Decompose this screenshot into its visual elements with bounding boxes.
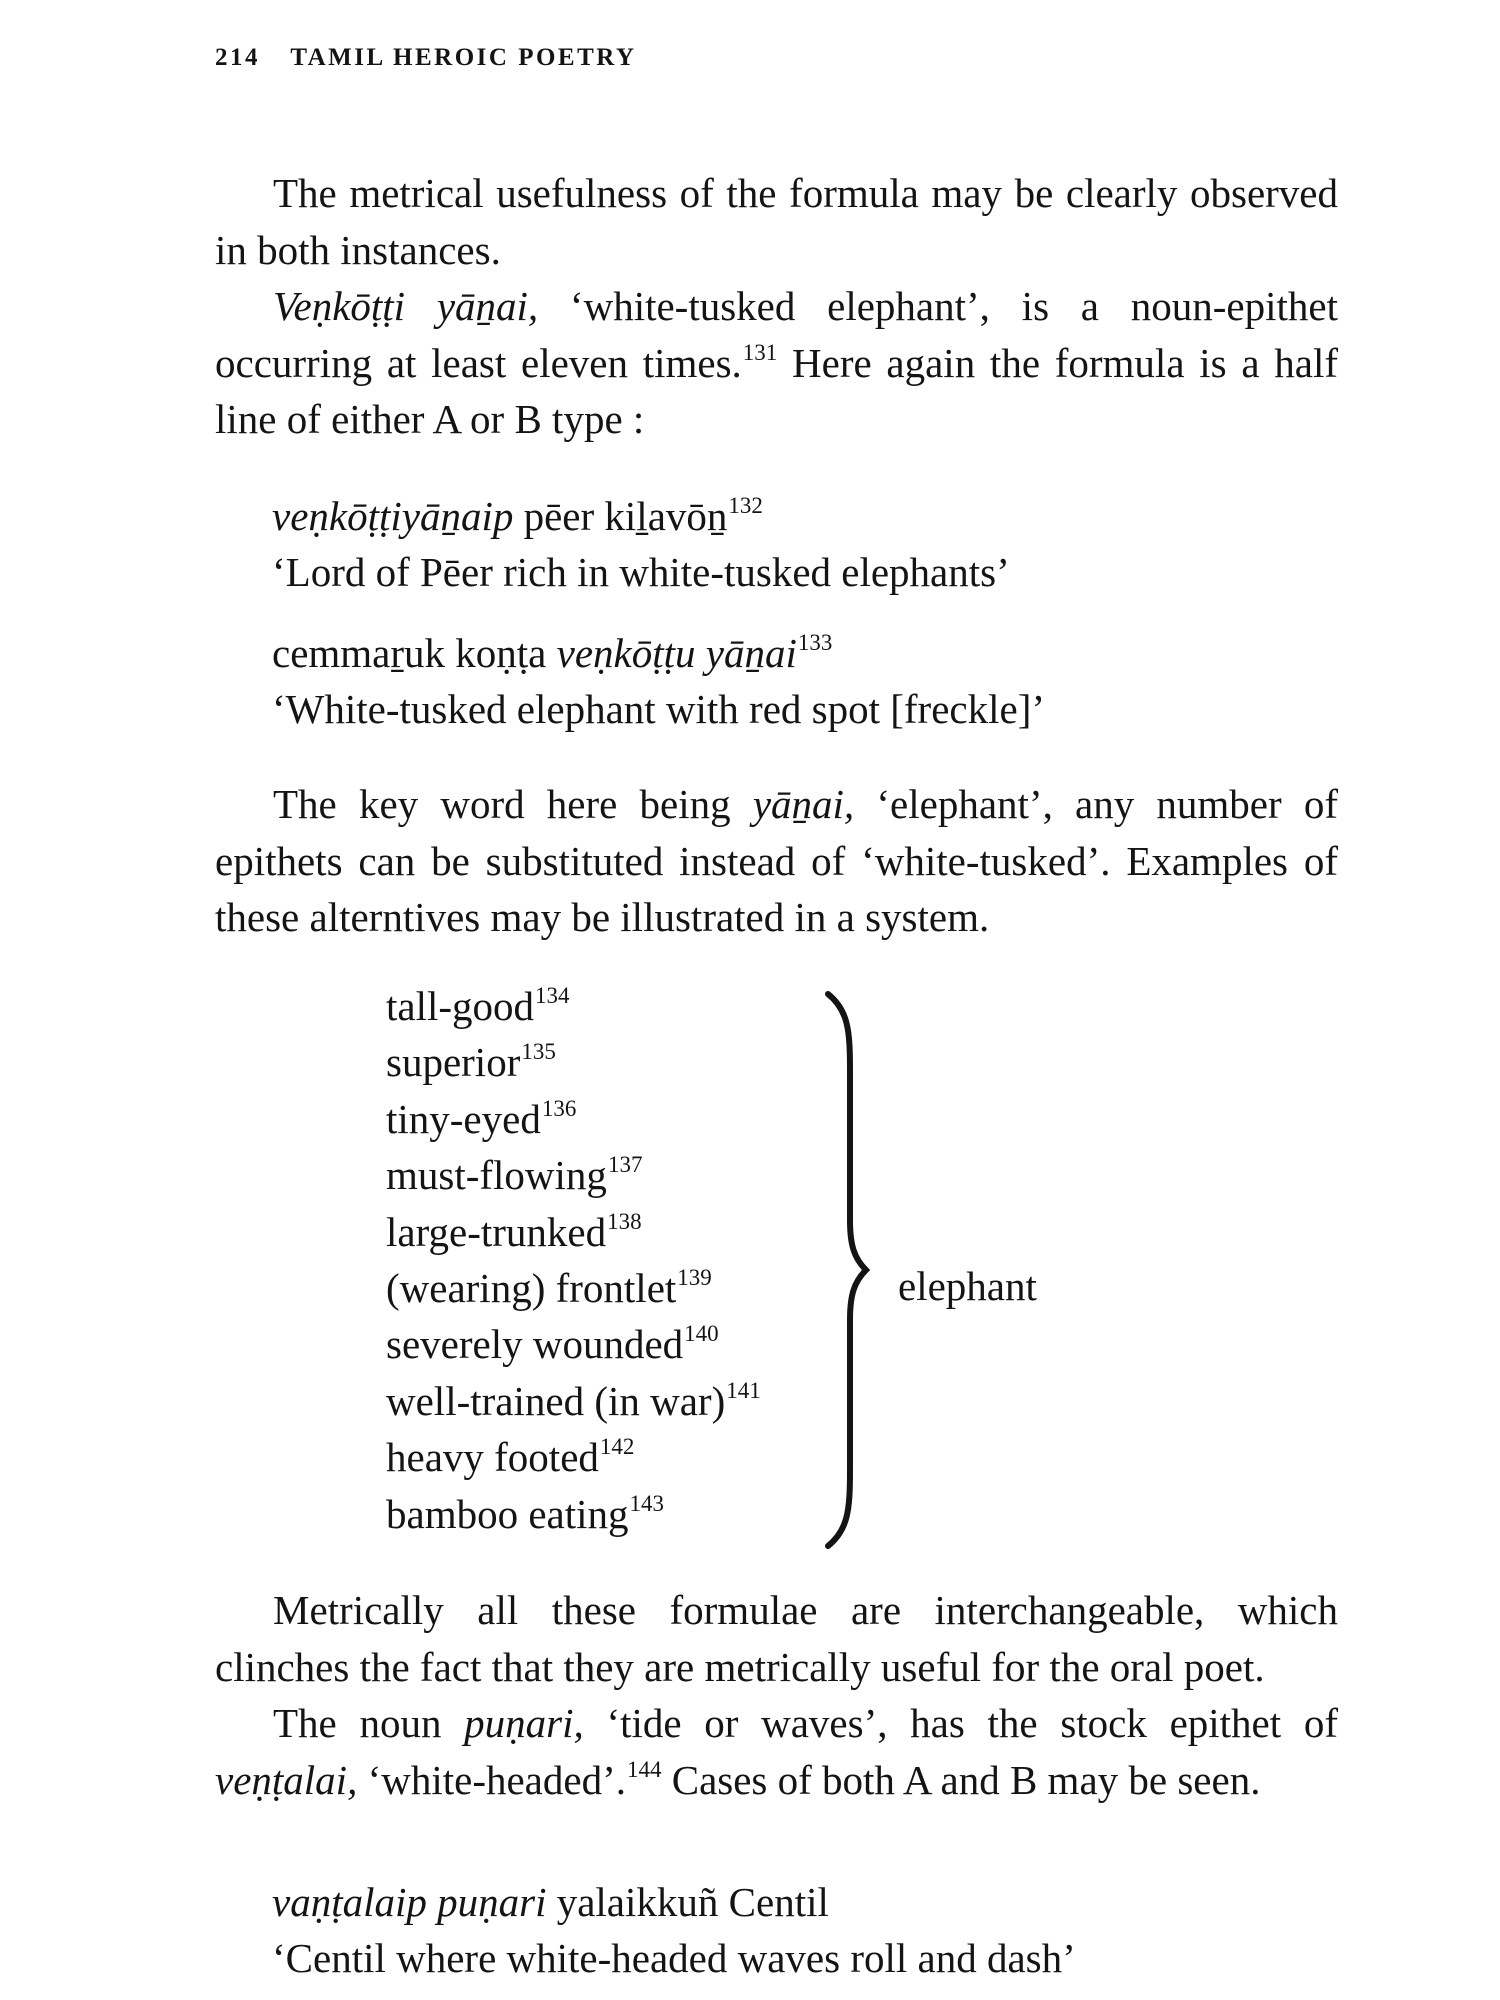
paragraph-2-text-a: ‘white-tusked elephant’, is a noun-epithet occurring at least eleven times.	[215, 283, 1338, 386]
paragraph-5-text-d: Cases of both A and B may be seen.	[661, 1756, 1261, 1803]
paragraph-5-text-b: ‘tide or waves’, has the stock epithet of	[583, 1700, 1338, 1746]
footnote-ref-133: 133	[797, 630, 833, 655]
running-title: TAMIL HEROIC POETRY	[290, 44, 637, 71]
epithet-item: tiny-eyed$^{136}$	[386, 1095, 577, 1142]
footnote-ref-132: 132	[728, 493, 763, 518]
quote-3-translation: ‘Centil where white-headed waves roll and dash’	[272, 1935, 1076, 1981]
paragraph-3-text-a: The key word here being	[273, 781, 753, 827]
footnote-ref-144: 144	[626, 1756, 662, 1782]
quote-2-translation: ‘White-tusked elephant with red spot [freckle]’	[272, 686, 1045, 732]
epithet-item: heavy footed$^{142}$	[386, 1434, 635, 1481]
quote-1-rest: pēer kiḻavōṉ	[513, 493, 728, 539]
quote-1-translation: ‘Lord of Pēer rich in white-tusked elephants’	[272, 549, 1010, 595]
paragraph-1-text: The metrical usefulness of the formula may be clearly observed in both instances.	[215, 170, 1338, 273]
epithet-item: bamboo eating$^{143}$	[386, 1490, 665, 1537]
paragraph-3	[215, 776, 1338, 946]
running-header	[215, 44, 637, 72]
brace-target-word: elephant	[898, 1263, 1037, 1309]
epithet-item: severely wounded$^{140}$	[386, 1321, 719, 1368]
term-yanai: yāṉai,	[752, 781, 855, 827]
epithet-item: must-flowing$^{137}$	[386, 1152, 643, 1199]
term-venkotti-yanai: Veṇkōṭṭi yāṉai,	[273, 283, 539, 329]
paragraph-5-text-c: ‘white-headed’.	[357, 1756, 626, 1803]
term-punari: puṇari,	[464, 1700, 584, 1746]
epithet-list	[386, 978, 761, 1542]
paragraph-5	[215, 1695, 1338, 1808]
epithet-item: (wearing) frontlet$^{139}$	[386, 1265, 712, 1312]
paragraph-2	[215, 278, 1338, 448]
epithet-item: well-trained (in war)$^{141}$	[386, 1377, 761, 1424]
footnote-ref-131: 131	[742, 339, 778, 365]
page-number: 214	[215, 44, 260, 71]
quote-3-rest: yalaikkuñ Centil	[546, 1879, 829, 1925]
quote-2-line-1	[272, 625, 1045, 681]
paragraph-4	[215, 1582, 1338, 1695]
paragraph-5-text-a: The noun	[273, 1700, 465, 1746]
quote-1	[272, 488, 1010, 600]
quote-2-rest: cemmaṟuk koṇṭa	[272, 630, 557, 676]
quote-2	[272, 625, 1045, 737]
paragraph-1	[215, 165, 1338, 278]
curly-brace	[818, 990, 878, 1550]
epithet-item: large-trunked$^{138}$	[386, 1208, 642, 1255]
quote-3	[272, 1874, 1076, 1986]
epithet-item: superior$^{135}$	[386, 1039, 556, 1086]
quote-1-line-1	[272, 488, 1010, 544]
paragraph-3-text-b: ‘elephant’, any number of epithets can be substituted instead of ‘white-tusked’. Examples of these alterntives may be illustrated in a system.	[215, 781, 1339, 940]
quote-2-italic: veṇkōṭṭu yāṉai	[556, 630, 797, 676]
quote-3-italic: vaṇṭalaip puṇari	[272, 1879, 547, 1925]
quote-1-italic: veṇkōṭṭiyāṉaip	[272, 493, 514, 539]
term-ventalai: veṇṭalai,	[215, 1756, 358, 1803]
paragraph-4-text: Metrically all these formulae are interchangeable, which clinches the fact that they are metrically useful for the oral poet.	[215, 1587, 1338, 1690]
paragraph-2-text-b: Here again the formula is a half line of either A or B type :	[215, 339, 1338, 442]
quote-3-line-1	[272, 1874, 1076, 1930]
epithet-item: tall-good$^{134}$	[386, 983, 570, 1029]
